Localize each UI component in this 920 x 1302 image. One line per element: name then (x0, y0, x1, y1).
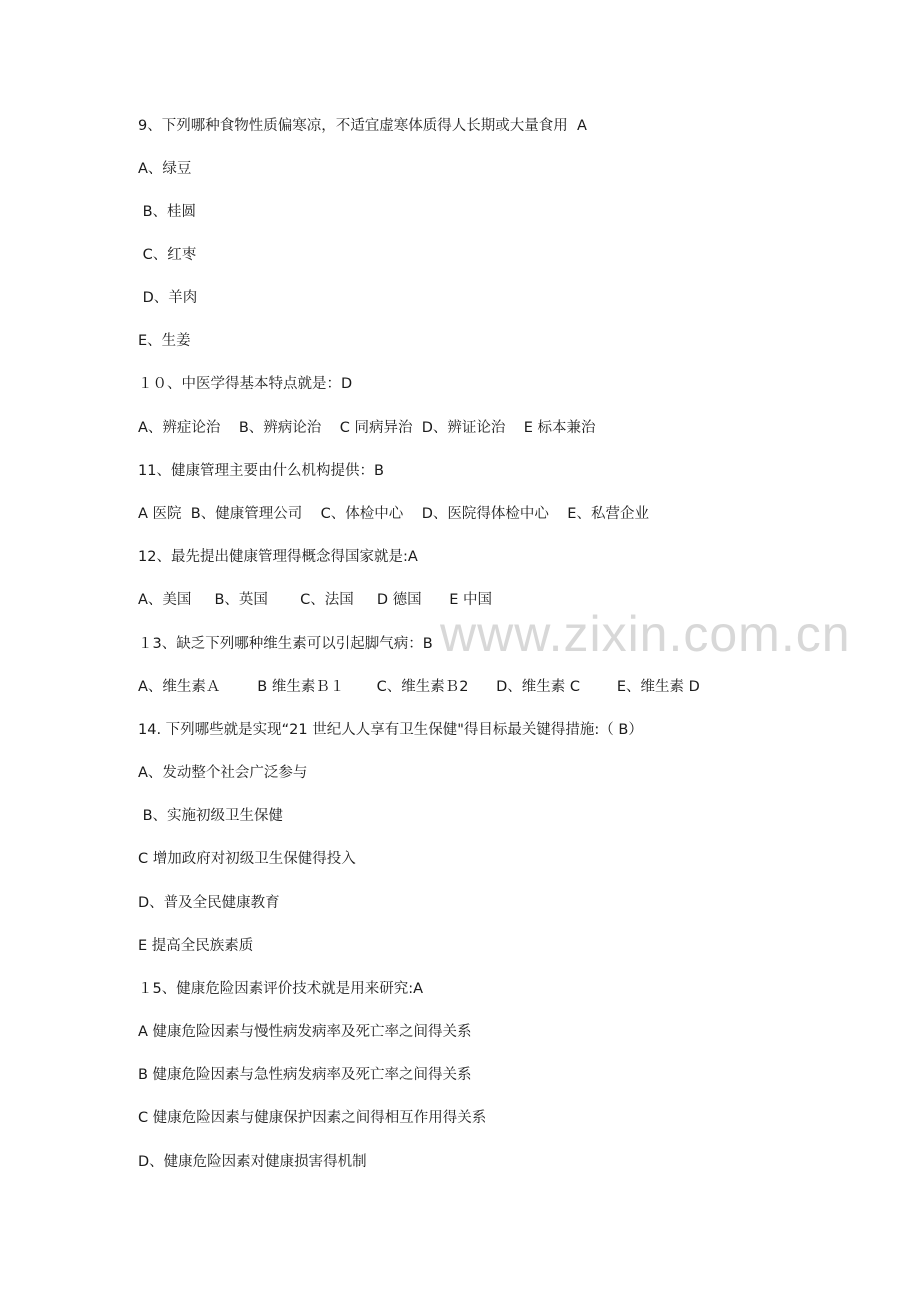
question-14-option-e: E 提高全民族素质 (138, 938, 254, 954)
watermark: www.zixin.com.cn (440, 606, 851, 662)
question-9-option-a: A、绿豆 (138, 161, 192, 177)
question-14-option-b: B、实施初级卫生保健 (138, 808, 284, 824)
question-12-options: A、美国 B、英国 C、法国 D 德国 E 中国 (138, 592, 493, 608)
question-15-text: １5、健康危险因素评价技术就是用来研究:A (138, 981, 424, 997)
question-14-option-c: C 增加政府对初级卫生保健得投入 (138, 851, 356, 867)
question-10-options: A、辨症论治 B、辨病论治 C 同病异治 D、辨证论治 E 标本兼治 (138, 420, 596, 436)
question-12-text: 12、最先提出健康管理得概念得国家就是:A (138, 549, 418, 565)
question-14-option-a: A、发动整个社会广泛参与 (138, 765, 308, 781)
question-9-option-c: C、红枣 (138, 247, 197, 263)
question-9-option-d: D、羊肉 (138, 290, 198, 306)
question-15-option-b: B 健康危险因素与急性病发病率及死亡率之间得关系 (138, 1067, 472, 1083)
question-9-option-b: B、桂圆 (138, 204, 197, 220)
question-14-text: 14. 下列哪些就是实现“21 世纪人人享有卫生保健"得目标最关键得措施:（ B） (138, 722, 643, 738)
question-11-text: 11、健康管理主要由什么机构提供：B (138, 463, 384, 479)
question-14-option-d: D、普及全民健康教育 (138, 895, 280, 911)
question-10-text: １０、中医学得基本特点就是：D (138, 376, 353, 392)
question-11-options: A 医院 B、健康管理公司 C、体检中心 D、医院得体检中心 E、私营企业 (138, 506, 649, 522)
question-13-options: A、维生素Ａ B 维生素Ｂ１ C、维生素Ｂ2 D、维生素 C E、维生素 D (138, 679, 700, 695)
question-9-text: 9、下列哪种食物性质偏寒凉，不适宜虚寒体质得人长期或大量食用 A (138, 118, 587, 134)
question-15-option-d: D、健康危险因素对健康损害得机制 (138, 1154, 367, 1170)
question-15-option-a: A 健康危险因素与慢性病发病率及死亡率之间得关系 (138, 1024, 472, 1040)
question-13-text: １3、缺乏下列哪种维生素可以引起脚气病：B (138, 636, 433, 652)
question-15-option-c: C 健康危险因素与健康保护因素之间得相互作用得关系 (138, 1110, 487, 1126)
question-9-option-e: E、生姜 (138, 333, 191, 349)
